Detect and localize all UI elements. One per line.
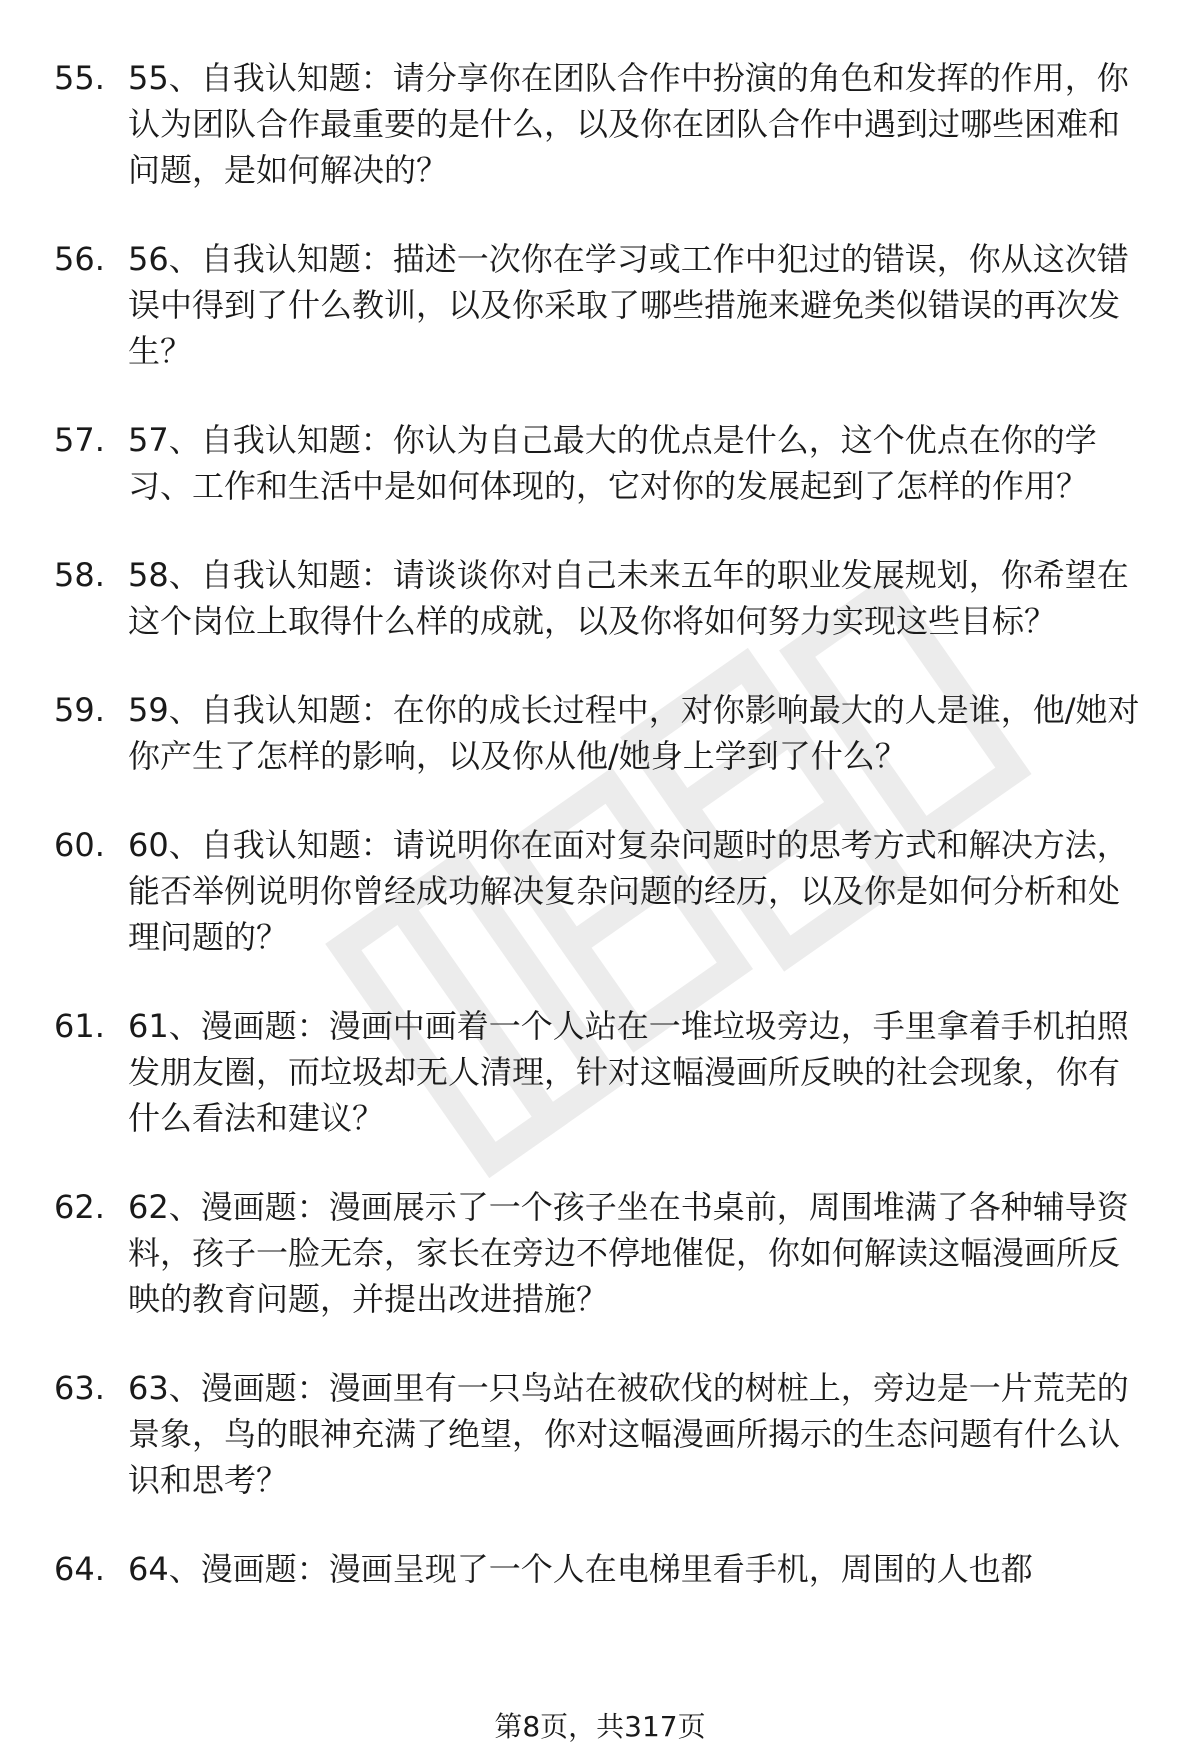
list-item (0, 236, 1200, 374)
list-item (0, 55, 1200, 193)
list-item (0, 687, 1200, 779)
list-item (0, 1546, 1200, 1592)
list-item (0, 552, 1200, 644)
question-text: 63、漫画题：漫画里有一只鸟站在被砍伐的树桩上，旁边是一片荒芜的景象，鸟的眼神充满了绝望，你对这幅漫画所揭示的生态问题有什么认识和思考？ (128, 1369, 1129, 1499)
question-text: 55、自我认知题：请分享你在团队合作中扮演的角色和发挥的作用，你认为团队合作最重要的是什么，以及你在团队合作中遇到过哪些困难和问题，是如何解决的？ (128, 59, 1129, 189)
list-item (0, 822, 1200, 960)
question-number: 61. (54, 1007, 105, 1045)
page-footer: 第8页，共317页 (494, 1710, 706, 1743)
question-number: 57. (54, 421, 105, 459)
question-text: 64、漫画题：漫画呈现了一个人在电梯里看手机，周围的人也都 (128, 1550, 1033, 1588)
question-list (0, 55, 1200, 1635)
question-number: 60. (54, 826, 105, 864)
question-text: 58、自我认知题：请谈谈你对自己未来五年的职业发展规划，你希望在这个岗位上取得什么样的成就，以及你将如何努力实现这些目标？ (128, 556, 1129, 640)
question-number: 55. (54, 59, 105, 97)
question-text: 59、自我认知题：在你的成长过程中，对你影响最大的人是谁，他/她对你产生了怎样的影响，以及你从他/她身上学到了什么？ (128, 691, 1140, 775)
question-number: 64. (54, 1550, 105, 1588)
question-number: 63. (54, 1369, 105, 1407)
list-item (0, 1003, 1200, 1141)
question-number: 59. (54, 691, 105, 729)
list-item (0, 417, 1200, 509)
question-text: 57、自我认知题：你认为自己最大的优点是什么，这个优点在你的学习、工作和生活中是如何体现的，它对你的发展起到了怎样的作用？ (128, 421, 1097, 505)
question-text: 61、漫画题：漫画中画着一个人站在一堆垃圾旁边，手里拿着手机拍照发朋友圈，而垃圾却无人清理，针对这幅漫画所反映的社会现象，你有什么看法和建议？ (128, 1007, 1129, 1137)
question-text: 56、自我认知题：描述一次你在学习或工作中犯过的错误，你从这次错误中得到了什么教训，以及你采取了哪些措施来避免类似错误的再次发生？ (128, 240, 1129, 370)
question-number: 58. (54, 556, 105, 594)
question-number: 62. (54, 1188, 105, 1226)
list-item (0, 1184, 1200, 1322)
question-number: 56. (54, 240, 105, 278)
list-item (0, 1365, 1200, 1503)
question-text: 60、自我认知题：请说明你在面对复杂问题时的思考方式和解决方法，能否举例说明你曾经成功解决复杂问题的经历，以及你是如何分析和处理问题的？ (128, 826, 1129, 956)
question-text: 62、漫画题：漫画展示了一个孩子坐在书桌前，周围堆满了各种辅导资料，孩子一脸无奈，家长在旁边不停地催促，你如何解读这幅漫画所反映的教育问题，并提出改进措施？ (128, 1188, 1129, 1318)
